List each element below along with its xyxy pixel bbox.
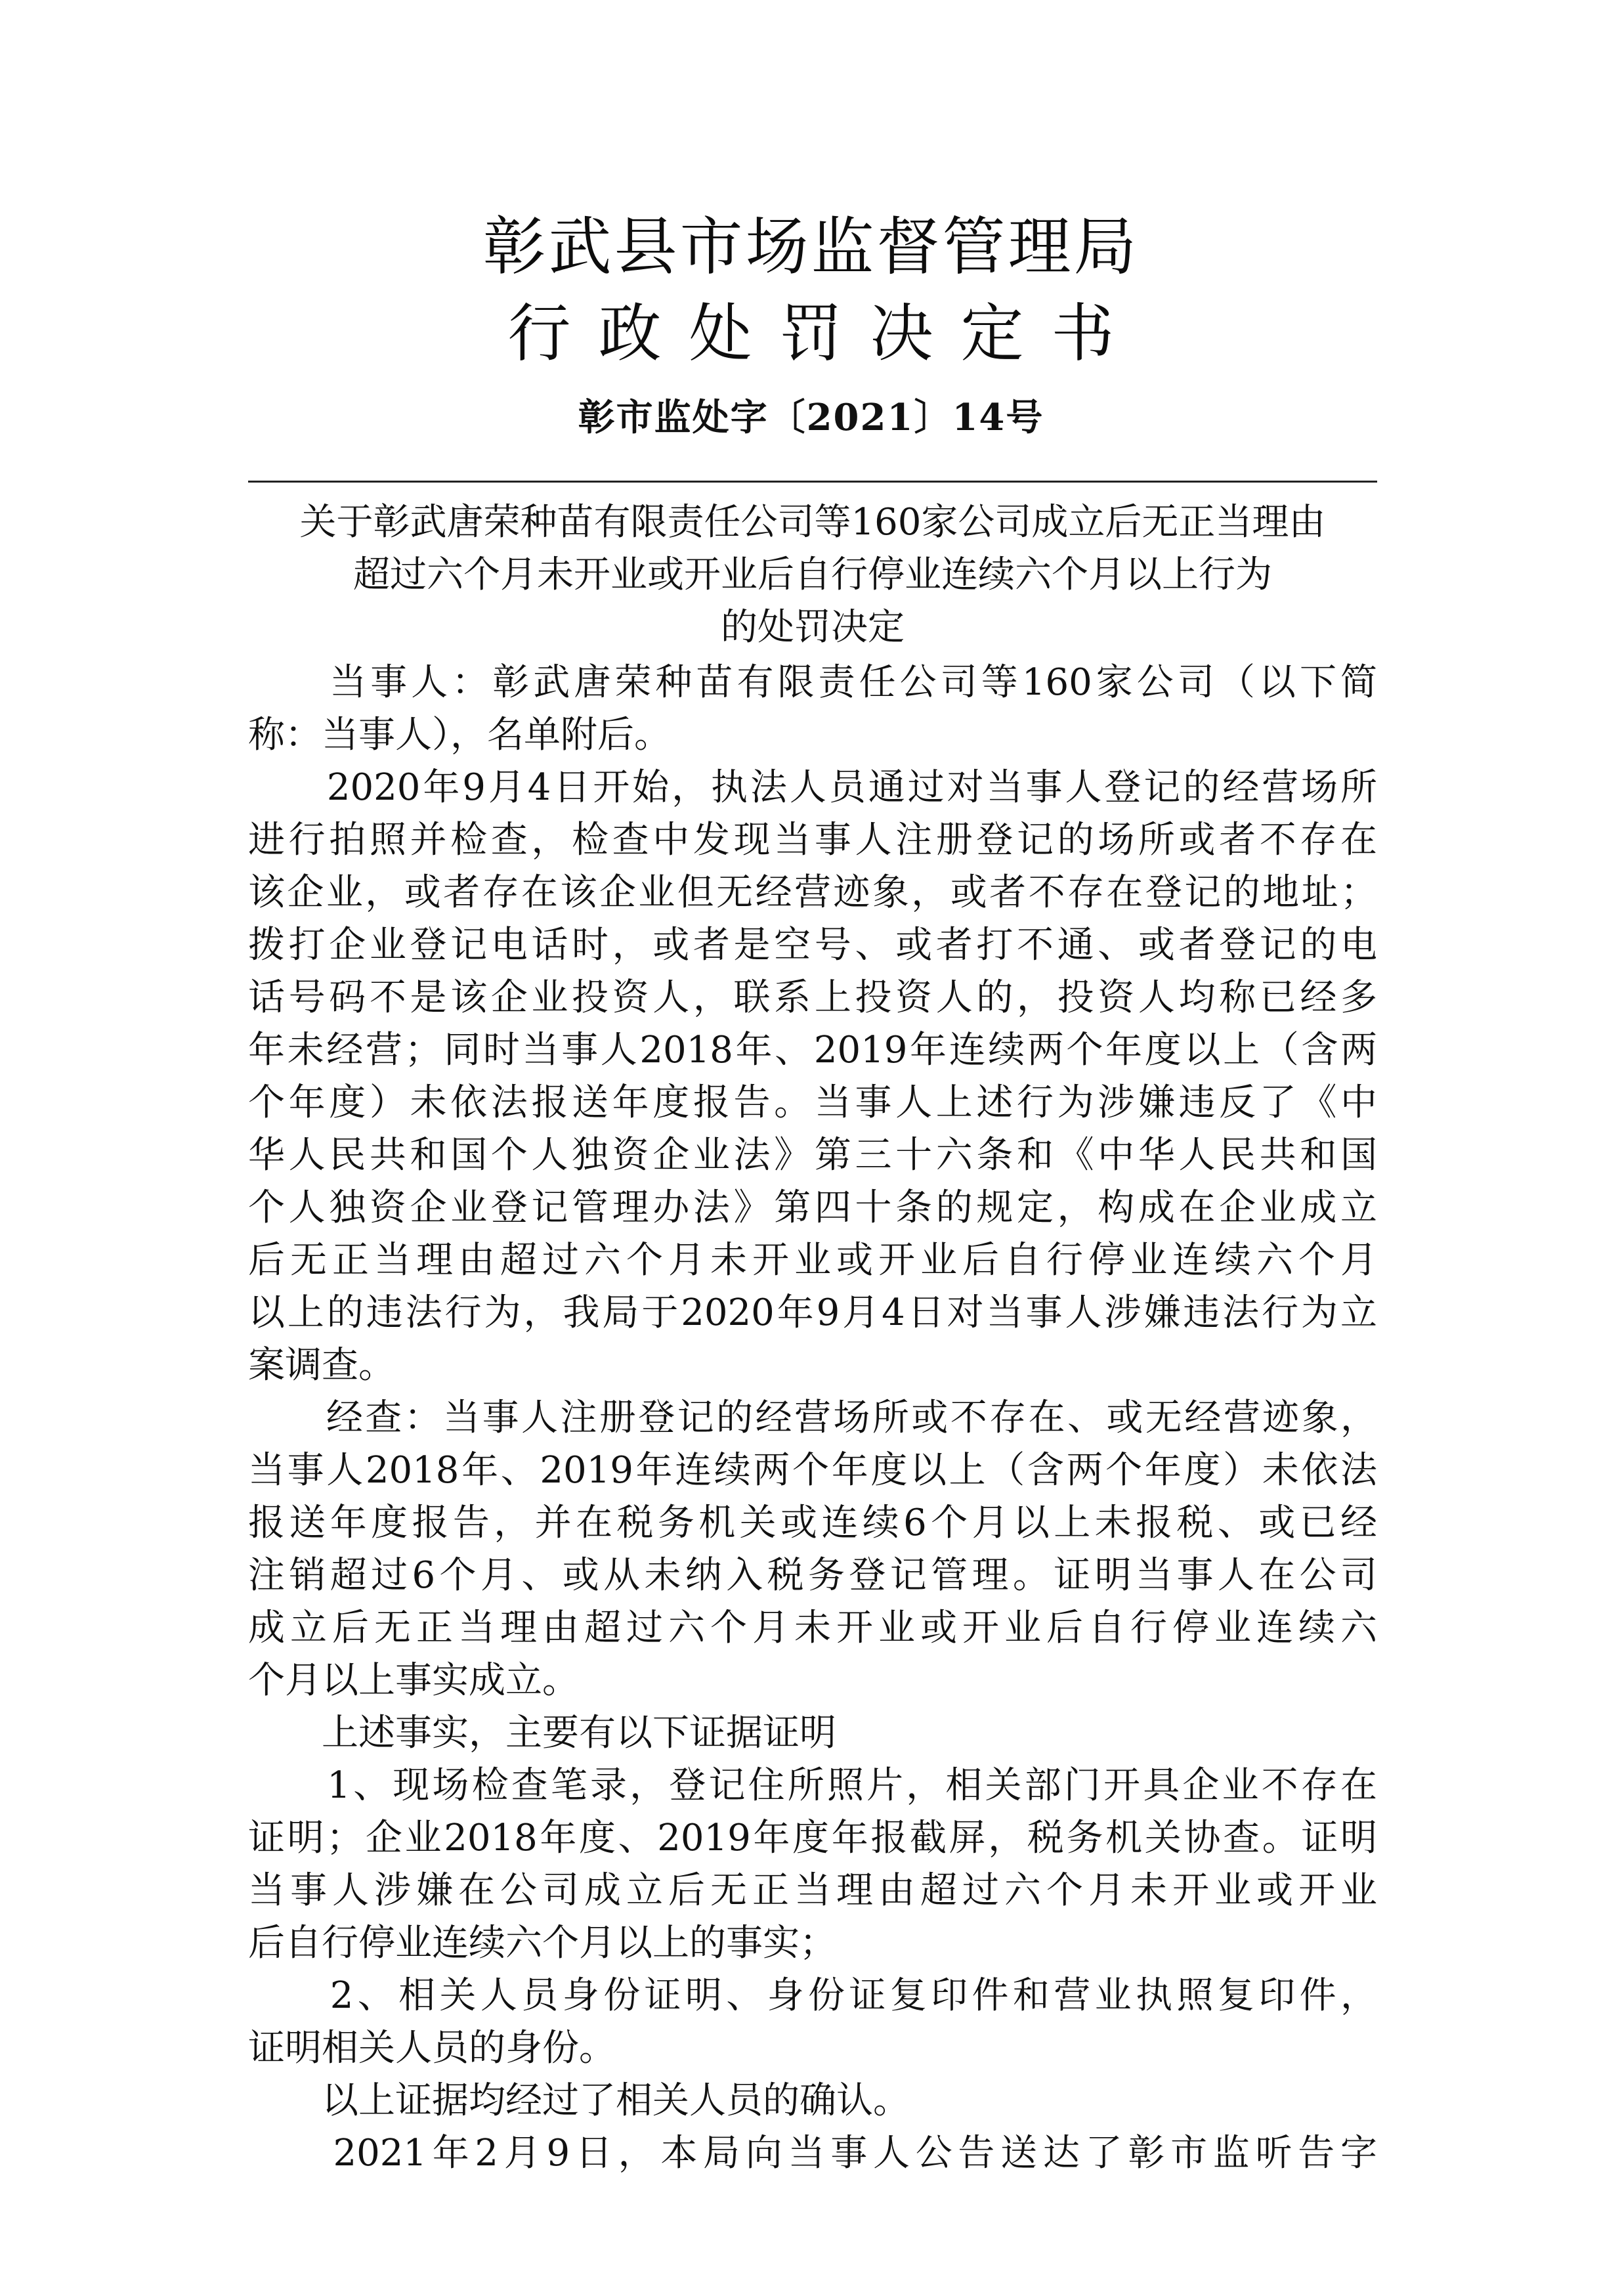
- body-line: 证明；企业2018年度、2019年度年报截屏，税务机关协查。证明: [248, 1817, 1377, 1859]
- body-line: 上述事实，主要有以下证据证明: [248, 1712, 836, 1754]
- body-line: 证明相关人员的身份。: [248, 2027, 616, 2069]
- body-line: 当事人涉嫌在公司成立后无正当理由超过六个月未开业或开业: [248, 1869, 1377, 1912]
- body-line: 个人独资企业登记管理办法》第四十条的规定，构成在企业成立: [248, 1186, 1377, 1229]
- body-line: 当事人：彰武唐荣种苗有限责任公司等160家公司（以下简: [248, 661, 1377, 704]
- body-line: 个月以上事实成立。: [248, 1659, 579, 1702]
- body-line: 案调查。: [248, 1344, 395, 1387]
- body-line: 以上证据均经过了相关人员的确认。: [248, 2079, 910, 2122]
- body-line: 称：当事人），名单附后。: [248, 714, 671, 756]
- body-line: 当事人2018年、2019年连续两个年度以上（含两个年度）未依法: [248, 1449, 1377, 1492]
- body-line: 拨打企业登记电话时，或者是空号、或者打不通、或者登记的电: [248, 924, 1377, 966]
- subject-line: 的处罚决定: [721, 606, 905, 649]
- body-text: [248, 657, 1377, 2180]
- body-line: 2021年2月9日，本局向当事人公告送达了彰市监听告字: [248, 2132, 1377, 2175]
- document-number: 彰市监处字〔2021〕14号: [578, 396, 1044, 439]
- body-line: 1、现场检查笔录，登记住所照片，相关部门开具企业不存在: [248, 1764, 1377, 1807]
- body-line: 报送年度报告，并在税务机关或连续6个月以上未报税、或已经: [248, 1502, 1377, 1544]
- body-line: 话号码不是该企业投资人，联系上投资人的，投资人均称已经多: [248, 976, 1377, 1019]
- body-line: 2020年9月4日开始，执法人员通过对当事人登记的经营场所: [248, 766, 1377, 809]
- body-line: 华人民共和国个人独资企业法》第三十六条和《中华人民共和国: [248, 1134, 1377, 1177]
- body-line: 后无正当理由超过六个月未开业或开业后自行停业连续六个月: [248, 1239, 1377, 1282]
- body-line: 后自行停业连续六个月以上的事实；: [248, 1922, 836, 1964]
- body-line: 2、相关人员身份证明、身份证复印件和营业执照复印件，: [248, 1974, 1377, 2017]
- body-line: 成立后无正当理由超过六个月未开业或开业后自行停业连续六: [248, 1607, 1377, 1649]
- body-line: 注销超过6个月、或从未纳入税务登记管理。证明当事人在公司: [248, 1554, 1377, 1597]
- body-line: 以上的违法行为，我局于2020年9月4日对当事人涉嫌违法行为立: [248, 1291, 1377, 1334]
- subject-line: 超过六个月未开业或开业后自行停业连续六个月以上行为: [353, 553, 1272, 596]
- subject-line: 关于彰武唐荣种苗有限责任公司等160家公司成立后无正当理由: [299, 501, 1326, 544]
- document-type-title: 行政处罚决定书: [507, 297, 1142, 370]
- body-line: 进行拍照并检查，检查中发现当事人注册登记的场所或者不存在: [248, 819, 1377, 861]
- header-divider: [248, 481, 1377, 483]
- body-line: 该企业，或者存在该企业但无经营迹象，或者不存在登记的地址；: [248, 871, 1377, 914]
- body-line: 经查：当事人注册登记的经营场所或不存在、或无经营迹象，: [248, 1397, 1377, 1439]
- body-line: 个年度）未依法报送年度报告。当事人上述行为涉嫌违反了《中: [248, 1081, 1377, 1124]
- body-line: 年未经营；同时当事人2018年、2019年连续两个年度以上（含两: [248, 1029, 1377, 1072]
- agency-name: 彰武县市场监督管理局: [482, 210, 1140, 284]
